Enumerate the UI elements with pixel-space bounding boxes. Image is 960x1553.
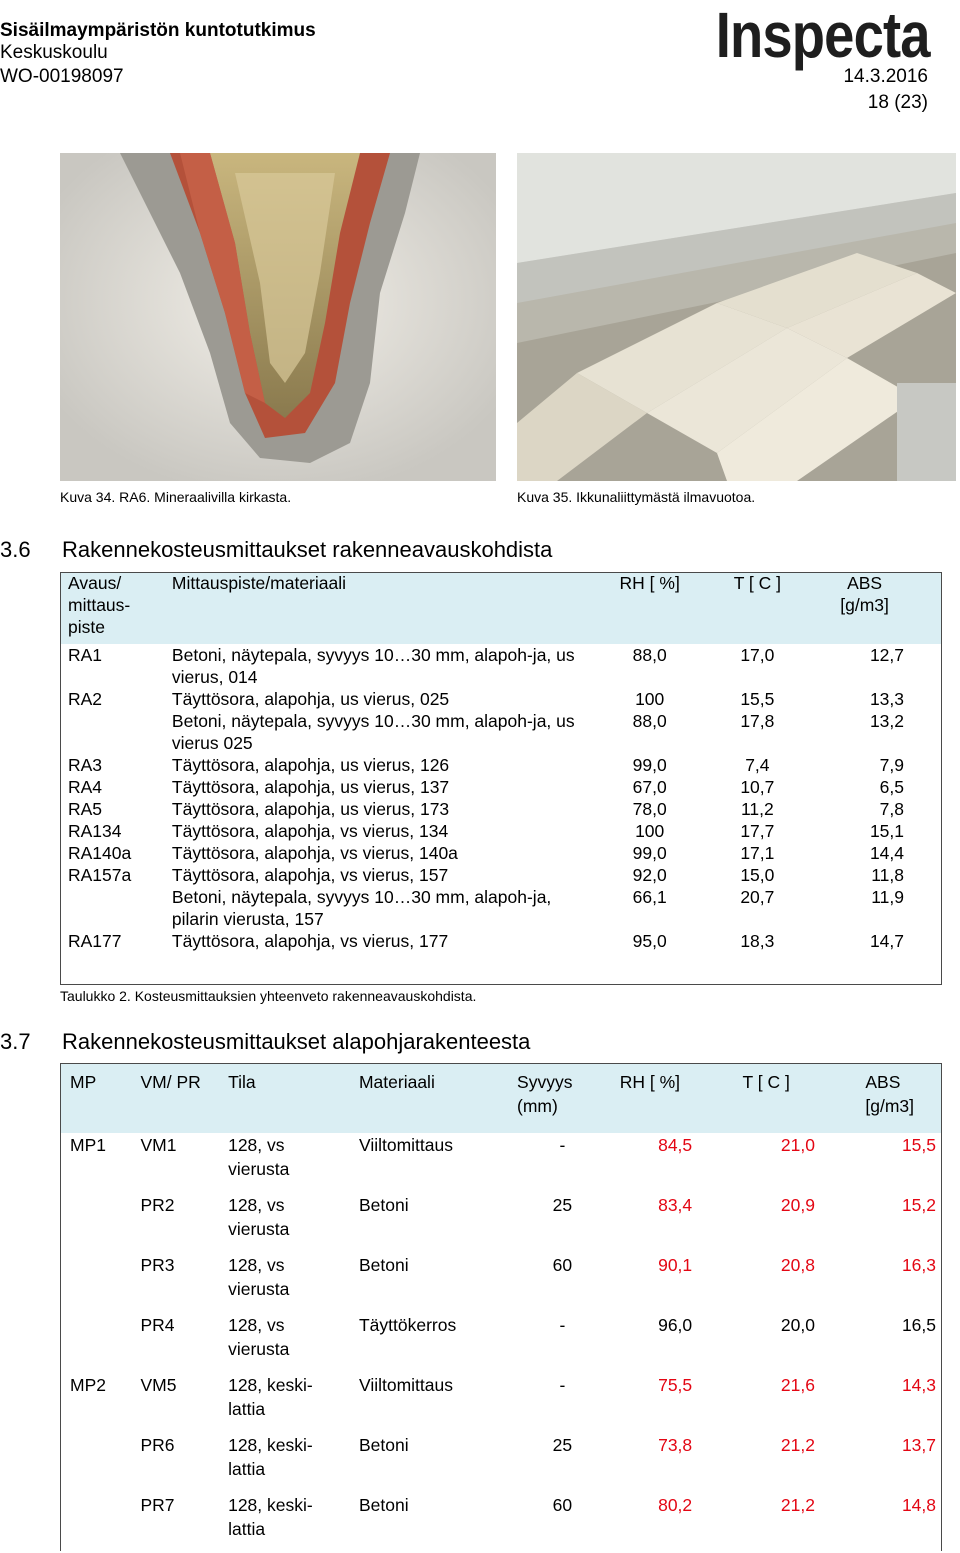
document-date: 14.3.2016 xyxy=(843,66,928,87)
cell-material: Täyttösora, alapohja, vs vierus, 177 xyxy=(171,931,449,951)
cell-abs: 15,1 xyxy=(869,821,904,841)
cell-material: Täyttösora, alapohja, us vierus, 173 xyxy=(171,799,450,819)
col-header-mp: MP xyxy=(70,1072,97,1092)
cell-mp: MP2 xyxy=(70,1375,106,1395)
cell-abs: 14,4 xyxy=(869,843,904,863)
cell-material: Täyttösora, alapohja, vs vierus, 157 xyxy=(171,865,449,885)
cell-material: Betoni, näytepala, syvyys 10…30 mm, alapoh-ja, us vierus 025 xyxy=(171,711,575,753)
cell-tila: 128, vs vierusta xyxy=(228,1315,290,1359)
cell-abs: 12,7 xyxy=(869,645,904,665)
cell-temp: 17,8 xyxy=(740,711,775,731)
table-row xyxy=(60,754,942,776)
cell-vm: PR6 xyxy=(140,1435,175,1455)
table-row xyxy=(60,864,942,886)
col-header-temp: T [ C ] xyxy=(742,1072,790,1092)
cell-temp: 15,5 xyxy=(740,689,775,709)
table-row xyxy=(60,1373,942,1433)
cell-point: RA157a xyxy=(68,865,132,885)
cell-rh: 80,2 xyxy=(658,1495,693,1515)
cell-rh: 92,0 xyxy=(632,865,667,885)
cell-material: Täyttösora, alapohja, us vierus, 137 xyxy=(171,777,450,797)
cell-temp: 20,8 xyxy=(780,1255,815,1275)
cell-material: Viiltomittaus xyxy=(358,1375,453,1395)
cell-tila: 128, keski-lattia xyxy=(228,1375,313,1419)
col-header-tila: Tila xyxy=(228,1072,256,1092)
cell-temp: 17,1 xyxy=(740,843,775,863)
table-row xyxy=(60,820,942,842)
cell-vm: VM1 xyxy=(140,1135,177,1155)
cell-rh: 95,0 xyxy=(632,931,667,951)
cell-vm: PR3 xyxy=(140,1255,175,1275)
cell-material: Betoni, näytepala, syvyys 10…30 mm, alapoh-ja, us vierus, 014 xyxy=(171,645,575,687)
cell-material: Betoni xyxy=(358,1435,409,1455)
table-header-row xyxy=(60,1063,942,1133)
photo-caption-left: Kuva 34. RA6. Mineraalivilla kirkasta. xyxy=(60,489,292,505)
document-id: WO-00198097 xyxy=(0,66,124,87)
cell-abs: 7,9 xyxy=(879,755,904,775)
table-caption: Taulukko 2. Kosteusmittauksien yhteenveto rakenneavauskohdista. xyxy=(60,988,477,1004)
cell-rh: 73,8 xyxy=(658,1435,693,1455)
cell-vm: VM5 xyxy=(140,1375,177,1395)
table-row xyxy=(60,1193,942,1253)
cell-point: RA134 xyxy=(68,821,122,841)
cell-temp: 17,0 xyxy=(740,645,775,665)
cell-rh: 67,0 xyxy=(632,777,667,797)
report-title: Sisäilmaympäristön kuntotutkimus xyxy=(0,20,316,41)
cell-tila: 128, keski-lattia xyxy=(228,1435,313,1479)
table-row xyxy=(60,930,942,952)
cell-vm: PR7 xyxy=(140,1495,175,1515)
cell-abs: 15,5 xyxy=(901,1135,936,1155)
cell-abs: 6,5 xyxy=(879,777,904,797)
col-header-material: Mittauspiste/materiaali xyxy=(171,573,347,593)
moisture-table-openings xyxy=(60,572,942,952)
inspecta-logo: Inspecta xyxy=(716,0,930,71)
cell-vm: PR2 xyxy=(140,1195,175,1215)
cell-abs: 16,5 xyxy=(901,1315,936,1335)
cell-mp xyxy=(60,1253,135,1313)
cell-abs: 14,3 xyxy=(901,1375,936,1395)
cell-rh: 88,0 xyxy=(632,645,667,665)
cell-point: RA4 xyxy=(68,777,103,797)
cell-abs: 11,8 xyxy=(871,865,904,885)
cell-tila: 128, vs vierusta xyxy=(228,1255,290,1299)
cell-abs: 13,3 xyxy=(869,689,904,709)
cell-temp: 21,2 xyxy=(780,1495,815,1515)
cell-temp: 21,2 xyxy=(780,1435,815,1455)
cell-abs: 11,9 xyxy=(871,887,904,907)
section-heading-3-6 xyxy=(0,537,552,563)
photo-wall-opening xyxy=(60,153,496,481)
section-title: Rakennekosteusmittaukset rakenneavauskohdista xyxy=(62,537,553,562)
cell-material: Täyttösora, alapohja, vs vierus, 140a xyxy=(171,843,458,863)
cell-material: Betoni xyxy=(358,1255,409,1275)
cell-material: Betoni xyxy=(358,1495,409,1515)
col-header-abs: ABS [g/m3] xyxy=(840,573,889,615)
cell-depth: - xyxy=(559,1315,566,1335)
cell-mp xyxy=(60,1193,135,1253)
table-row xyxy=(60,1253,942,1313)
col-header-material: Materiaali xyxy=(358,1072,435,1092)
cell-point: RA3 xyxy=(68,755,103,775)
cell-material: Betoni xyxy=(358,1195,409,1215)
cell-temp: 18,3 xyxy=(740,931,775,951)
photo-caption-right: Kuva 35. Ikkunaliittymästä ilmavuotoa. xyxy=(517,489,756,505)
cell-temp: 11,2 xyxy=(740,799,774,819)
cell-tila: 128, vs vierusta xyxy=(228,1135,290,1179)
cell-abs: 13,7 xyxy=(901,1435,936,1455)
cell-rh: 66,1 xyxy=(632,887,667,907)
cell-mp xyxy=(60,1493,135,1553)
col-header-point: Avaus/ mittaus-piste xyxy=(68,573,131,637)
cell-rh: 90,1 xyxy=(658,1255,693,1275)
table-row xyxy=(60,1133,942,1193)
col-header-abs: ABS [g/m3] xyxy=(865,1072,915,1116)
photo-window-joint xyxy=(517,153,956,481)
cell-temp: 10,7 xyxy=(740,777,775,797)
section-number: 3.7 xyxy=(0,1029,31,1054)
table-row xyxy=(60,688,942,710)
cell-rh: 100 xyxy=(635,821,665,841)
table-row xyxy=(60,798,942,820)
cell-rh: 83,4 xyxy=(658,1195,693,1215)
cell-point: RA2 xyxy=(68,689,103,709)
cell-abs: 15,2 xyxy=(901,1195,936,1215)
cell-point: RA140a xyxy=(68,843,132,863)
col-header-temp: T [ C ] xyxy=(733,573,782,593)
cell-abs: 14,8 xyxy=(901,1495,936,1515)
cell-mp xyxy=(60,1433,135,1493)
cell-abs: 16,3 xyxy=(901,1255,936,1275)
cell-vm: PR4 xyxy=(140,1315,175,1335)
cell-tila: 128, keski-lattia xyxy=(228,1495,313,1539)
cell-tila: 128, vs vierusta xyxy=(228,1195,290,1239)
col-header-rh: RH [ %] xyxy=(619,1072,681,1092)
cell-depth: 25 xyxy=(552,1435,573,1455)
cell-rh: 75,5 xyxy=(658,1375,693,1395)
section-title: Rakennekosteusmittaukset alapohjarakenteesta xyxy=(62,1029,531,1054)
cell-depth: 60 xyxy=(552,1495,573,1515)
cell-rh: 99,0 xyxy=(632,755,667,775)
cell-temp: 20,7 xyxy=(740,887,775,907)
cell-point xyxy=(60,886,167,930)
table-row xyxy=(60,1493,942,1553)
cell-temp: 21,0 xyxy=(780,1135,815,1155)
table-row xyxy=(60,710,942,754)
cell-rh: 84,5 xyxy=(658,1135,693,1155)
cell-depth: - xyxy=(559,1375,566,1395)
cell-temp: 21,6 xyxy=(780,1375,815,1395)
cell-rh: 100 xyxy=(635,689,665,709)
cell-temp: 20,9 xyxy=(780,1195,815,1215)
cell-temp: 7,4 xyxy=(745,755,770,775)
table-row xyxy=(60,1433,942,1493)
cell-rh: 96,0 xyxy=(658,1315,693,1335)
cell-depth: 60 xyxy=(552,1255,573,1275)
cell-material: Täyttösora, alapohja, us vierus, 126 xyxy=(171,755,450,775)
col-header-vm: VM/ PR xyxy=(140,1072,201,1092)
table-header-row xyxy=(60,572,942,644)
moisture-table-floor xyxy=(60,1063,942,1553)
section-heading-3-7 xyxy=(0,1029,530,1055)
cell-material: Täyttösora, alapohja, us vierus, 025 xyxy=(171,689,450,709)
cell-temp: 17,7 xyxy=(740,821,775,841)
col-header-rh: RH [ %] xyxy=(619,573,680,593)
page-number: 18 (23) xyxy=(867,92,928,113)
cell-temp: 15,0 xyxy=(740,865,775,885)
cell-mp xyxy=(60,1313,135,1373)
cell-rh: 78,0 xyxy=(632,799,667,819)
cell-mp: MP1 xyxy=(70,1135,106,1155)
cell-point xyxy=(60,710,167,754)
cell-rh: 99,0 xyxy=(632,843,667,863)
cell-material: Viiltomittaus xyxy=(358,1135,453,1155)
report-subtitle: Keskuskoulu xyxy=(0,42,108,63)
cell-point: RA5 xyxy=(68,799,103,819)
cell-abs: 14,7 xyxy=(869,931,904,951)
table-row xyxy=(60,776,942,798)
cell-point: RA1 xyxy=(68,645,103,665)
cell-material: Täyttösora, alapohja, vs vierus, 134 xyxy=(171,821,449,841)
cell-temp: 20,0 xyxy=(780,1315,815,1335)
cell-material: Betoni, näytepala, syvyys 10…30 mm, alapoh-ja, pilarin vierusta, 157 xyxy=(171,887,552,929)
col-header-depth: Syvyys (mm) xyxy=(517,1072,573,1116)
table-row xyxy=(60,1313,942,1373)
cell-abs: 13,2 xyxy=(869,711,904,731)
section-number: 3.6 xyxy=(0,537,31,562)
cell-rh: 88,0 xyxy=(632,711,667,731)
cell-abs: 7,8 xyxy=(879,799,904,819)
table-row xyxy=(60,886,942,930)
cell-depth: 25 xyxy=(552,1195,573,1215)
cell-material: Täyttökerros xyxy=(358,1315,457,1335)
cell-depth: - xyxy=(559,1135,566,1155)
table-row xyxy=(60,842,942,864)
table-row xyxy=(60,644,942,688)
cell-point: RA177 xyxy=(68,931,122,951)
